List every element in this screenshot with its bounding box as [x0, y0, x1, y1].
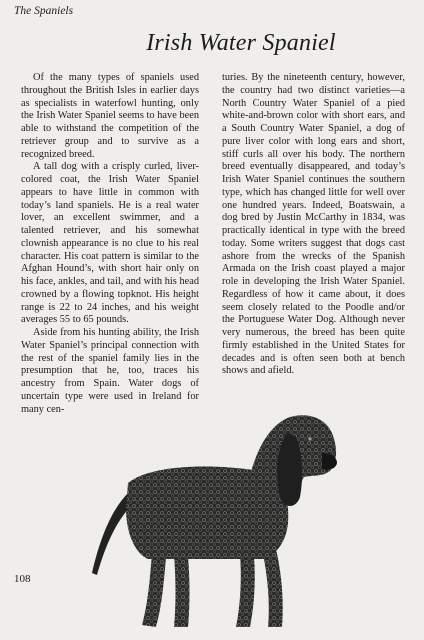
right-column — [222, 72, 405, 378]
paragraph: turies. By the nineteenth century, however, the country had two distinct varieties—a North Country Water Spaniel of a pied white-and-brown color with short ears, and a South Country Water Spaniel, a dog of pure liver color with long ears and short, stiff curls all over his body. The northern breed eventually disappeared, and today’s Irish Water Spaniel continues the southern type, which has changed little for well over one hundred years. Indeed, Boatswain, a dog bred by Justin McCarthy in 1834, was practically identical in type with the breed today. Some writers suggest that dogs cast ashore from the wrecks of the Spanish Armada on the Irish coast played a major role in developing the Irish Water Spaniel. Regardless of how it came about, it does seem closely related to the Poodle and/or the Portuguese Water Dog. Although never very numerous, the breed has been quite firmly established in the United States for decades and is often seen both at bench shows and afield. — [222, 72, 405, 377]
page-title: Irish Water Spaniel — [146, 30, 336, 56]
paragraph: Of the many types of spaniels used throughout the British Isles in earlier days as specialists in waterfowl hunting, only the Irish Water Spaniel seems to have been able to withstand the competition of the retriever group and to survive as a recognized breed. — [21, 72, 199, 160]
paragraph: A tall dog with a crisply curled, liver-colored coat, the Irish Water Spaniel appears to have little in common with today’s land spaniels. He is a real water lover, an excellent swimmer, and a talented retriever, and his somewhat clownish appearance is no clue to his real character. His coat pattern is similar to the Afghan Hound’s, with short hair only on his face, ankles, and tail, and with his head crowned by a flowing topknot. His height range is 22 to 24 inches, and his weight averages 55 to 65 pounds. — [21, 161, 199, 326]
left-column — [21, 72, 199, 416]
irish-water-spaniel-illustration — [90, 413, 340, 633]
running-head: The Spaniels — [14, 5, 74, 17]
paragraph: Aside from his hunting ability, the Irish Water Spaniel’s principal connection with the rest of the spaniel family lies in the presumption that he, too, traces his ancestry from Spain. Water dogs of uncertain type were used in Ireland for many cen- — [21, 327, 199, 415]
page-number: 108 — [14, 573, 31, 585]
